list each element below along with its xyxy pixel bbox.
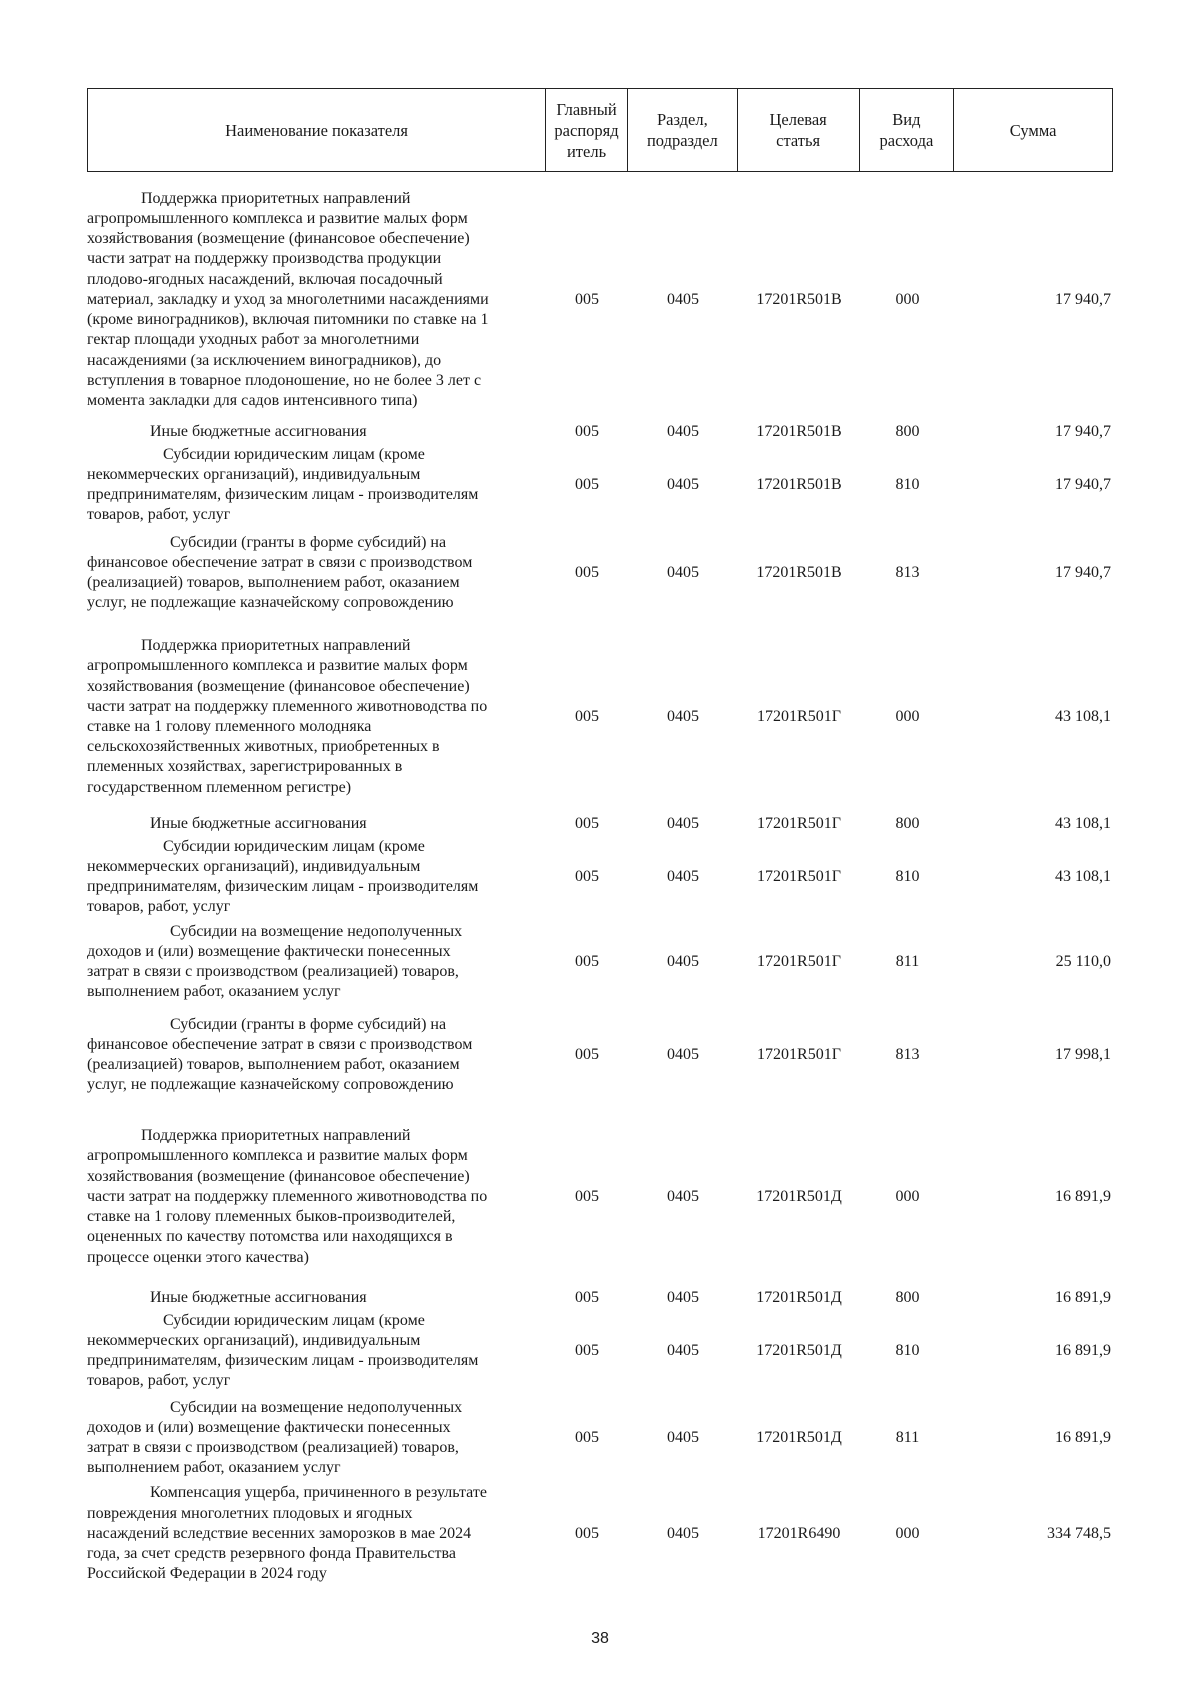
header-tgt-line: статья bbox=[776, 131, 821, 150]
header-chief-administrator bbox=[546, 89, 628, 171]
row-name-line: ставке на 1 голову племенных быков-производителей, bbox=[87, 1208, 456, 1226]
row-sum: 16 891,9 bbox=[1055, 1428, 1111, 1446]
table-row bbox=[87, 421, 1113, 443]
row-name bbox=[87, 837, 546, 918]
row-name bbox=[87, 189, 546, 411]
row-chief-administrator: 005 bbox=[575, 1288, 599, 1306]
row-sum: 43 108,1 bbox=[1055, 814, 1111, 832]
row-name-line: услуг, не подлежащие казначейскому сопровождению bbox=[87, 1076, 454, 1094]
row-section: 0405 bbox=[667, 1045, 699, 1063]
row-name bbox=[87, 1398, 546, 1479]
row-name bbox=[87, 422, 546, 442]
row-expense-type: 813 bbox=[895, 563, 920, 581]
row-chief-administrator: 005 bbox=[575, 290, 599, 308]
row-section: 0405 bbox=[667, 1341, 699, 1359]
row-target-article: 17201R501Г bbox=[757, 867, 841, 885]
row-name bbox=[87, 1015, 546, 1096]
table-row bbox=[87, 813, 1113, 835]
table-row bbox=[87, 836, 1113, 918]
row-name-line: части затрат на поддержку племенного животноводства по bbox=[87, 1187, 488, 1205]
row-name bbox=[87, 814, 546, 834]
row-name-line: агропромышленного комплекса и развитие малых форм bbox=[87, 1147, 468, 1165]
row-name-line: некоммерческих организаций), индивидуальным bbox=[87, 1331, 421, 1349]
row-name-line: насаждениями (за исключением виноградников), до bbox=[87, 351, 442, 369]
row-chief-administrator: 005 bbox=[575, 1341, 599, 1359]
table-row bbox=[87, 1396, 1113, 1480]
table-header bbox=[87, 88, 1113, 172]
row-name-line: оцененных по качеству потомства или находящихся в bbox=[87, 1228, 453, 1246]
row-name-line: материал, закладку и уход за многолетними насаждениями bbox=[87, 290, 489, 308]
row-name-line: процессе оценки этого качества) bbox=[87, 1248, 309, 1266]
row-expense-type: 800 bbox=[895, 814, 920, 832]
row-sum: 25 110,0 bbox=[1055, 952, 1111, 970]
row-expense-type: 000 bbox=[895, 290, 920, 308]
row-name bbox=[87, 636, 546, 798]
table-row bbox=[87, 180, 1113, 420]
header-typ-line: расхода bbox=[879, 131, 934, 150]
table-row bbox=[87, 444, 1113, 526]
table-row bbox=[87, 920, 1113, 1004]
row-name-line: предпринимателям, физическим лицам - производителям bbox=[87, 1352, 479, 1369]
header-target-article bbox=[738, 89, 860, 171]
row-name-line: некоммерческих организаций), индивидуальным bbox=[87, 857, 421, 875]
row-expense-type: 800 bbox=[895, 1288, 920, 1306]
row-target-article: 17201R501Д bbox=[756, 1288, 842, 1306]
row-name-line: услуг, не подлежащие казначейскому сопровождению bbox=[87, 594, 454, 612]
header-gr-line: Главный bbox=[556, 99, 617, 119]
row-target-article: 17201R501Г bbox=[757, 707, 841, 725]
header-name: Наименование показателя bbox=[88, 89, 546, 171]
header-tgt-line: Целевая bbox=[769, 110, 827, 129]
row-chief-administrator: 005 bbox=[575, 867, 599, 885]
row-name-line: финансовое обеспечение затрат в связи с производством bbox=[87, 1035, 473, 1053]
row-chief-administrator: 005 bbox=[575, 1187, 599, 1205]
row-name-line: товаров, работ, услуг bbox=[87, 898, 231, 916]
row-name-line: повреждения многолетних плодовых и ягодных bbox=[87, 1504, 413, 1522]
row-expense-type: 000 bbox=[895, 1187, 920, 1205]
row-name-line: Субсидии юридическим лицам (кроме bbox=[163, 837, 425, 855]
row-chief-administrator: 005 bbox=[575, 422, 599, 440]
row-section: 0405 bbox=[667, 1524, 699, 1542]
row-sum: 17 940,7 bbox=[1055, 475, 1111, 493]
row-name-line: (реализацией) товаров, выполнением работ, оказанием bbox=[87, 1056, 460, 1073]
row-target-article: 17201R501Д bbox=[756, 1428, 842, 1446]
row-name bbox=[87, 1126, 546, 1267]
header-sec-line: Раздел, bbox=[656, 110, 708, 129]
row-name-line: Субсидии (гранты в форме субсидий) на bbox=[170, 1015, 447, 1033]
row-name-line: товаров, работ, услуг bbox=[87, 1372, 231, 1390]
row-name-line: агропромышленного комплекса и развитие малых форм bbox=[87, 210, 468, 228]
row-chief-administrator: 005 bbox=[575, 563, 599, 581]
table-row bbox=[87, 1310, 1113, 1392]
row-name bbox=[87, 445, 546, 526]
row-chief-administrator: 005 bbox=[575, 814, 599, 832]
table-row bbox=[87, 530, 1113, 616]
row-name-line: хозяйствования (возмещение (финансовое обеспечение) bbox=[87, 1167, 470, 1185]
row-target-article: 17201R501В bbox=[756, 290, 842, 308]
row-section: 0405 bbox=[667, 1288, 699, 1306]
row-section: 0405 bbox=[667, 422, 699, 440]
row-expense-type: 000 bbox=[895, 707, 920, 725]
row-expense-type: 000 bbox=[895, 1524, 920, 1542]
row-name-line: части затрат на поддержку производства продукции bbox=[87, 250, 442, 268]
row-name-line: доходов и (или) возмещение фактически понесенных bbox=[87, 1418, 451, 1436]
row-name-line: некоммерческих организаций), индивидуальным bbox=[87, 465, 421, 483]
page-number: 38 bbox=[591, 1630, 609, 1647]
row-chief-administrator: 005 bbox=[575, 475, 599, 493]
row-expense-type: 811 bbox=[895, 952, 920, 970]
row-target-article: 17201R501Г bbox=[757, 1045, 841, 1063]
row-sum: 334 748,5 bbox=[1047, 1524, 1111, 1542]
row-name-line: Иные бюджетные ассигнования bbox=[150, 422, 367, 440]
row-section: 0405 bbox=[667, 1428, 699, 1446]
row-name-line: Поддержка приоритетных направлений bbox=[141, 637, 411, 655]
row-sum: 16 891,9 bbox=[1055, 1341, 1111, 1359]
header-section bbox=[628, 89, 738, 171]
row-section: 0405 bbox=[667, 563, 699, 581]
row-section: 0405 bbox=[667, 475, 699, 493]
header-gr-line: распоряд bbox=[554, 120, 619, 140]
row-name-line: гектар площади уходных работ за многолетними bbox=[87, 331, 420, 349]
row-section: 0405 bbox=[667, 867, 699, 885]
row-name-line: предпринимателям, физическим лицам - производителям bbox=[87, 878, 479, 895]
row-chief-administrator: 005 bbox=[575, 1428, 599, 1446]
table-row bbox=[87, 1012, 1113, 1098]
row-name-line: племенных хозяйствах, зарегистрированных в bbox=[87, 758, 403, 776]
header-sum: Сумма bbox=[1009, 120, 1057, 140]
row-sum: 17 940,7 bbox=[1055, 563, 1111, 581]
row-name-line: года, за счет средств резервного фонда Правительства bbox=[87, 1545, 456, 1563]
row-name-line: (кроме виноградников), включая питомники по ставке на 1 bbox=[87, 311, 489, 329]
row-name-line: Субсидии (гранты в форме субсидий) на bbox=[170, 533, 447, 551]
row-sum: 16 891,9 bbox=[1055, 1288, 1111, 1306]
row-name-line: затрат в связи с производством (реализацией) товаров, bbox=[87, 1439, 459, 1456]
row-name bbox=[87, 1288, 546, 1308]
table-row bbox=[87, 1116, 1113, 1278]
row-name-line: финансовое обеспечение затрат в связи с производством bbox=[87, 553, 473, 571]
row-name-line: агропромышленного комплекса и развитие малых форм bbox=[87, 657, 468, 675]
row-expense-type: 810 bbox=[895, 475, 920, 493]
row-name-line: доходов и (или) возмещение фактически понесенных bbox=[87, 942, 451, 960]
row-name-line: Субсидии на возмещение недополученных bbox=[170, 922, 463, 940]
row-chief-administrator: 005 bbox=[575, 1045, 599, 1063]
row-name-line: выполнением работ, оказанием услуг bbox=[87, 983, 341, 1001]
row-target-article: 17201R501Д bbox=[756, 1187, 842, 1205]
header-sec-line: подраздел bbox=[646, 131, 718, 150]
table-row bbox=[87, 1480, 1113, 1588]
row-name-line: выполнением работ, оказанием услуг bbox=[87, 1459, 341, 1477]
row-sum: 43 108,1 bbox=[1055, 867, 1111, 885]
row-name-line: момента закладки для садов интенсивного типа) bbox=[87, 391, 418, 409]
row-name-line: Поддержка приоритетных направлений bbox=[141, 1127, 411, 1145]
row-name-line: хозяйствования (возмещение (финансовое обеспечение) bbox=[87, 230, 470, 248]
row-target-article: 17201R6490 bbox=[757, 1524, 841, 1542]
row-expense-type: 800 bbox=[895, 422, 920, 440]
row-sum: 43 108,1 bbox=[1055, 707, 1111, 725]
row-name-line: (реализацией) товаров, выполнением работ, оказанием bbox=[87, 574, 460, 591]
row-name bbox=[87, 922, 546, 1003]
row-section: 0405 bbox=[667, 707, 699, 725]
row-target-article: 17201R501Г bbox=[757, 952, 841, 970]
header-typ-line: Вид bbox=[892, 110, 921, 129]
row-name-line: государственном племенном регистре) bbox=[87, 778, 352, 796]
row-name-line: Российской Федерации в 2024 году bbox=[87, 1565, 327, 1583]
row-target-article: 17201R501В bbox=[756, 563, 842, 581]
row-name-line: ставке на 1 голову племенного молодняка bbox=[87, 718, 372, 735]
table-row bbox=[87, 625, 1113, 809]
row-name-line: сельскохозяйственных животных, приобретенных в bbox=[87, 738, 440, 756]
budget-table bbox=[87, 88, 1113, 1583]
row-name bbox=[87, 1483, 546, 1584]
row-expense-type: 810 bbox=[895, 1341, 920, 1359]
row-name-line: Субсидии юридическим лицам (кроме bbox=[163, 1311, 425, 1329]
row-expense-type: 813 bbox=[895, 1045, 920, 1063]
row-name-line: затрат в связи с производством (реализацией) товаров, bbox=[87, 963, 459, 980]
row-chief-administrator: 005 bbox=[575, 952, 599, 970]
row-section: 0405 bbox=[667, 952, 699, 970]
row-name-line: хозяйствования (возмещение (финансовое обеспечение) bbox=[87, 677, 470, 695]
row-sum: 17 998,1 bbox=[1055, 1045, 1111, 1063]
header-expense-type bbox=[860, 89, 955, 171]
row-sum: 17 940,7 bbox=[1055, 422, 1111, 440]
row-section: 0405 bbox=[667, 1187, 699, 1205]
row-target-article: 17201R501Г bbox=[757, 814, 841, 832]
row-name-line: Поддержка приоритетных направлений bbox=[141, 189, 411, 207]
row-name-line: Иные бюджетные ассигнования bbox=[150, 1288, 367, 1306]
row-name-line: части затрат на поддержку племенного животноводства по bbox=[87, 697, 488, 715]
row-sum: 16 891,9 bbox=[1055, 1187, 1111, 1205]
row-section: 0405 bbox=[667, 814, 699, 832]
row-name-line: товаров, работ, услуг bbox=[87, 506, 231, 524]
row-name bbox=[87, 533, 546, 614]
row-expense-type: 811 bbox=[895, 1428, 920, 1446]
row-name-line: Субсидии на возмещение недополученных bbox=[170, 1398, 463, 1416]
row-name-line: Субсидии юридическим лицам (кроме bbox=[163, 445, 425, 463]
row-chief-administrator: 005 bbox=[575, 707, 599, 725]
row-name-line: Иные бюджетные ассигнования bbox=[150, 814, 367, 832]
row-name-line: насаждений вследствие весенних заморозков в мае 2024 bbox=[87, 1524, 472, 1542]
row-name bbox=[87, 1311, 546, 1392]
row-target-article: 17201R501Д bbox=[756, 1341, 842, 1359]
table-row bbox=[87, 1287, 1113, 1309]
row-name-line: плодово-ягодных насаждений, включая посадочный bbox=[87, 270, 443, 288]
header-gr-line: итель bbox=[566, 141, 607, 161]
row-name-line: предпринимателям, физическим лицам - производителям bbox=[87, 486, 479, 503]
row-name-line: вступления в товарное плодоношение, но не более 3 лет с bbox=[87, 371, 482, 389]
row-target-article: 17201R501В bbox=[756, 475, 842, 493]
row-target-article: 17201R501В bbox=[756, 422, 842, 440]
row-name-line: Компенсация ущерба, причиненного в результате bbox=[150, 1484, 487, 1502]
row-expense-type: 810 bbox=[895, 867, 920, 885]
row-section: 0405 bbox=[667, 290, 699, 308]
row-sum: 17 940,7 bbox=[1055, 290, 1111, 308]
row-chief-administrator: 005 bbox=[575, 1524, 599, 1542]
